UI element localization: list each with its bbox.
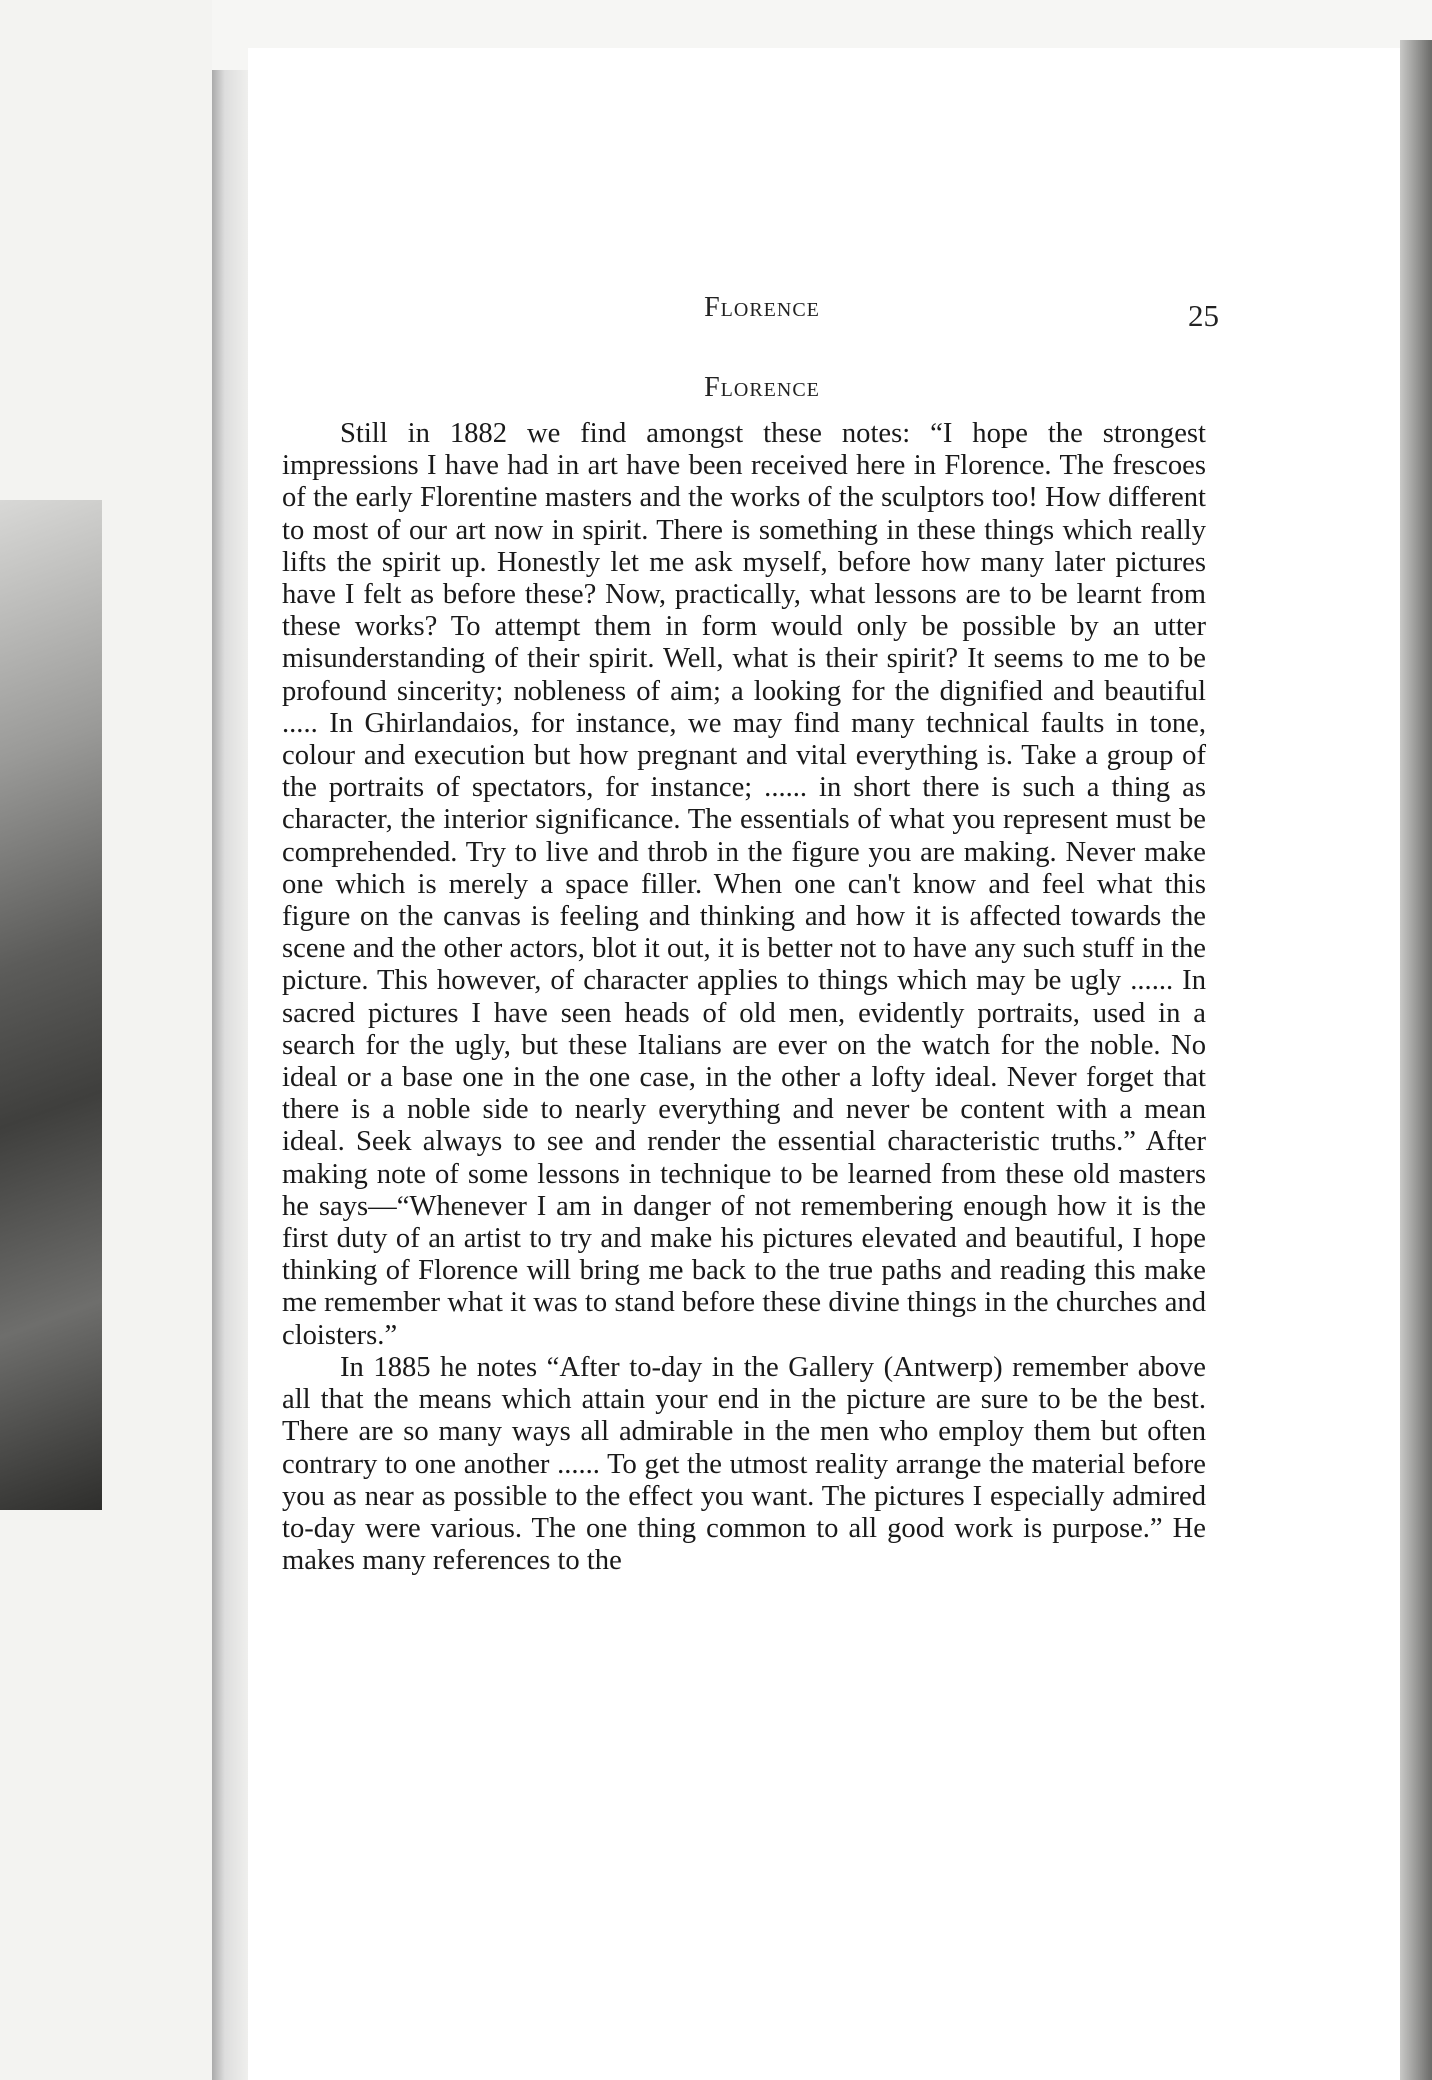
facing-page-photograph: [0, 500, 102, 1510]
page-number: 25: [1188, 298, 1219, 333]
paragraph-1: Still in 1882 we find amongst these notes: “I hope the strongest impressions I have had in art have been received here in Florence. The frescoes of the early Florentine masters and the works of the sculptors too! How different to most of our art now in spirit. There is something in these things which really lifts the spirit up. Honestly let me ask myself, before how many later pictures have I felt as before these? Now, practically, what lessons are to be learnt from these works? To attempt them in form would only be possible by an utter misunderstanding of their spirit. Well, what is their spirit? It seems to me to be profound sincerity; nobleness of aim; a looking for the dignified and beautiful ..... In Ghirlandaios, for instance, we may find many technical faults in tone, colour and execution but how pregnant and vital everything is. Take a group of the portraits of spectators, for instance; ...... in short there is such a thing as character, the interior significance. The essentials of what you represent must be comprehended. Try to live and throb in the figure you are making. Never make one which is merely a space filler. When one can't know and feel what this figure on the canvas is feeling and thinking and how it is affected towards the scene and the other actors, blot it out, it is better not to have any such stuff in the picture. This however, of character applies to things which may be ugly ...... In sacred pictures I have seen heads of old men, evidently portraits, used in a search for the ugly, but these Italians are ever on the watch for the noble. No ideal or a base one in the one case, in the other a lofty ideal. Never forget that there is a noble side to nearly everything and never be content with a mean ideal. Seek always to see and render the essential characteristic truths.” After making note of some lessons in technique to be learned from these old masters he says—“Whenever I am in danger of not remembering enough how it is the first duty of an artist to try and make his pictures elevated and beautiful, I hope thinking of Florence will bring me back to the true paths and reading this make me remember what it was to stand before these divine things in the churches and cloisters.”: [282, 418, 1206, 1351]
section-title: Florence: [704, 372, 820, 403]
body-text: [282, 418, 1206, 1577]
facing-page: [0, 0, 212, 2080]
page-edge: [1400, 40, 1432, 2080]
paragraph-2: In 1885 he notes “After to-day in the Gallery (Antwerp) remember above all that the means which attain your end in the picture are sure to be the best. There are so many ways all admirable in the men who employ them but often contrary to one another ...... To get the utmost reality arrange the material before you as near as possible to the effect you want. The pictures I especially admired to-day were various. The one thing common to all good work is purpose.” He makes many references to the: [282, 1351, 1206, 1577]
book-gutter: [212, 70, 248, 2080]
running-head: Florence: [704, 292, 820, 323]
